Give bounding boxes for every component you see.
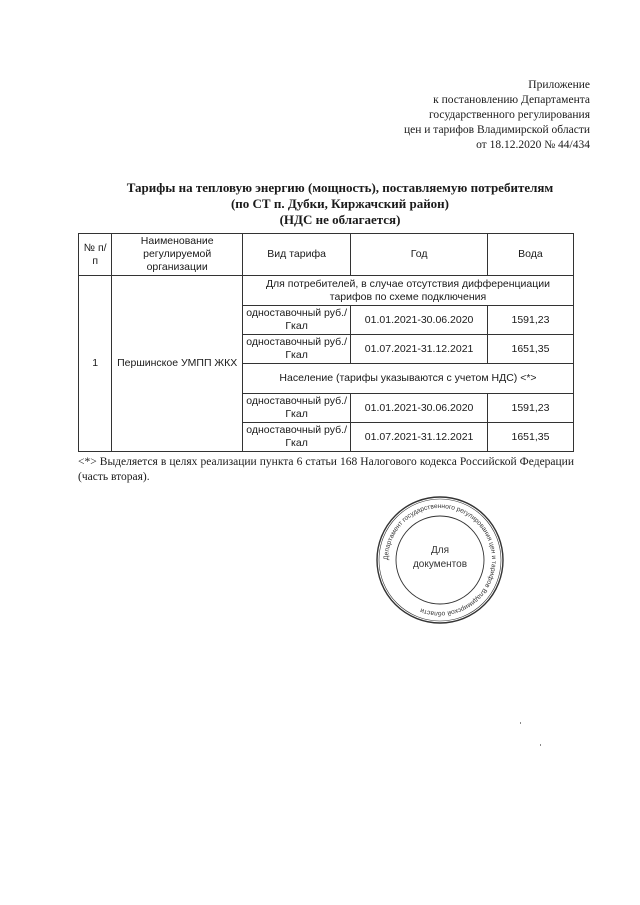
period-cell: 01.07.2021-31.12.2021	[351, 423, 488, 452]
water-value-cell: 1651,35	[487, 335, 573, 364]
title-line: (НДС не облагается)	[279, 212, 401, 227]
tariff-type-cell: одноставочный руб./Гкал	[242, 394, 350, 423]
stamp-center-line1: Для	[430, 545, 450, 556]
row-number: 1	[79, 276, 112, 452]
period-cell: 01.01.2021-30.06.2020	[351, 306, 488, 335]
appendix-line: от 18.12.2020 № 44/434	[476, 139, 590, 151]
appendix-line: государственного регулирования	[428, 109, 590, 121]
tariff-type-cell: одноставочный руб./Гкал	[242, 335, 350, 364]
table-header-row	[79, 234, 574, 276]
tariff-type-cell: одноставочный руб./Гкал	[242, 423, 350, 452]
footnote: <*> Выделяется в целях реализации пункта 6 статьи 168 Налогового кодекса Российской Федерации (часть вторая).	[78, 456, 574, 483]
stamp-ring-textpath: Департамент государственного регулирования цен и тарифов Владимирской области	[382, 502, 498, 618]
title-line: Тарифы на тепловую энергию (мощность), поставляемую потребителям	[126, 180, 554, 195]
header-tariff-type: Вид тарифа	[242, 234, 350, 276]
period-cell: 01.07.2021-31.12.2021	[351, 335, 488, 364]
header-num: № п/п	[79, 234, 112, 276]
group-row	[79, 276, 574, 306]
period-cell: 01.01.2021-30.06.2020	[351, 394, 488, 423]
header-water: Вода	[487, 234, 573, 276]
appendix-line: Приложение	[528, 79, 590, 91]
appendix-line: цен и тарифов Владимирской области	[403, 124, 590, 136]
tariff-type-cell: одноставочный руб./Гкал	[242, 306, 350, 335]
document-title	[60, 180, 620, 228]
header-year: Год	[351, 234, 488, 276]
organization-name: Першинское УМПП ЖКХ	[112, 276, 243, 452]
title-line: (по СТ п. Дубки, Киржачский район)	[230, 196, 450, 211]
stamp-center-line2: документов	[412, 559, 468, 570]
group-title: Для потребителей, в случае отсутствия дифференциации тарифов по схеме подключения	[242, 276, 573, 306]
group-title: Население (тарифы указываются с учетом НДС) <*>	[242, 364, 573, 394]
water-value-cell: 1591,23	[487, 394, 573, 423]
water-value-cell: 1651,35	[487, 423, 573, 452]
header-organization: Наименование регулируемой организации	[112, 234, 243, 276]
water-value-cell: 1591,23	[487, 306, 573, 335]
appendix-line: к постановлению Департамента	[433, 94, 590, 106]
scan-speck	[520, 722, 521, 724]
tariffs-table	[78, 233, 574, 452]
scan-speck	[540, 744, 541, 746]
stamp-seal	[374, 494, 506, 626]
appendix-block	[404, 78, 590, 153]
